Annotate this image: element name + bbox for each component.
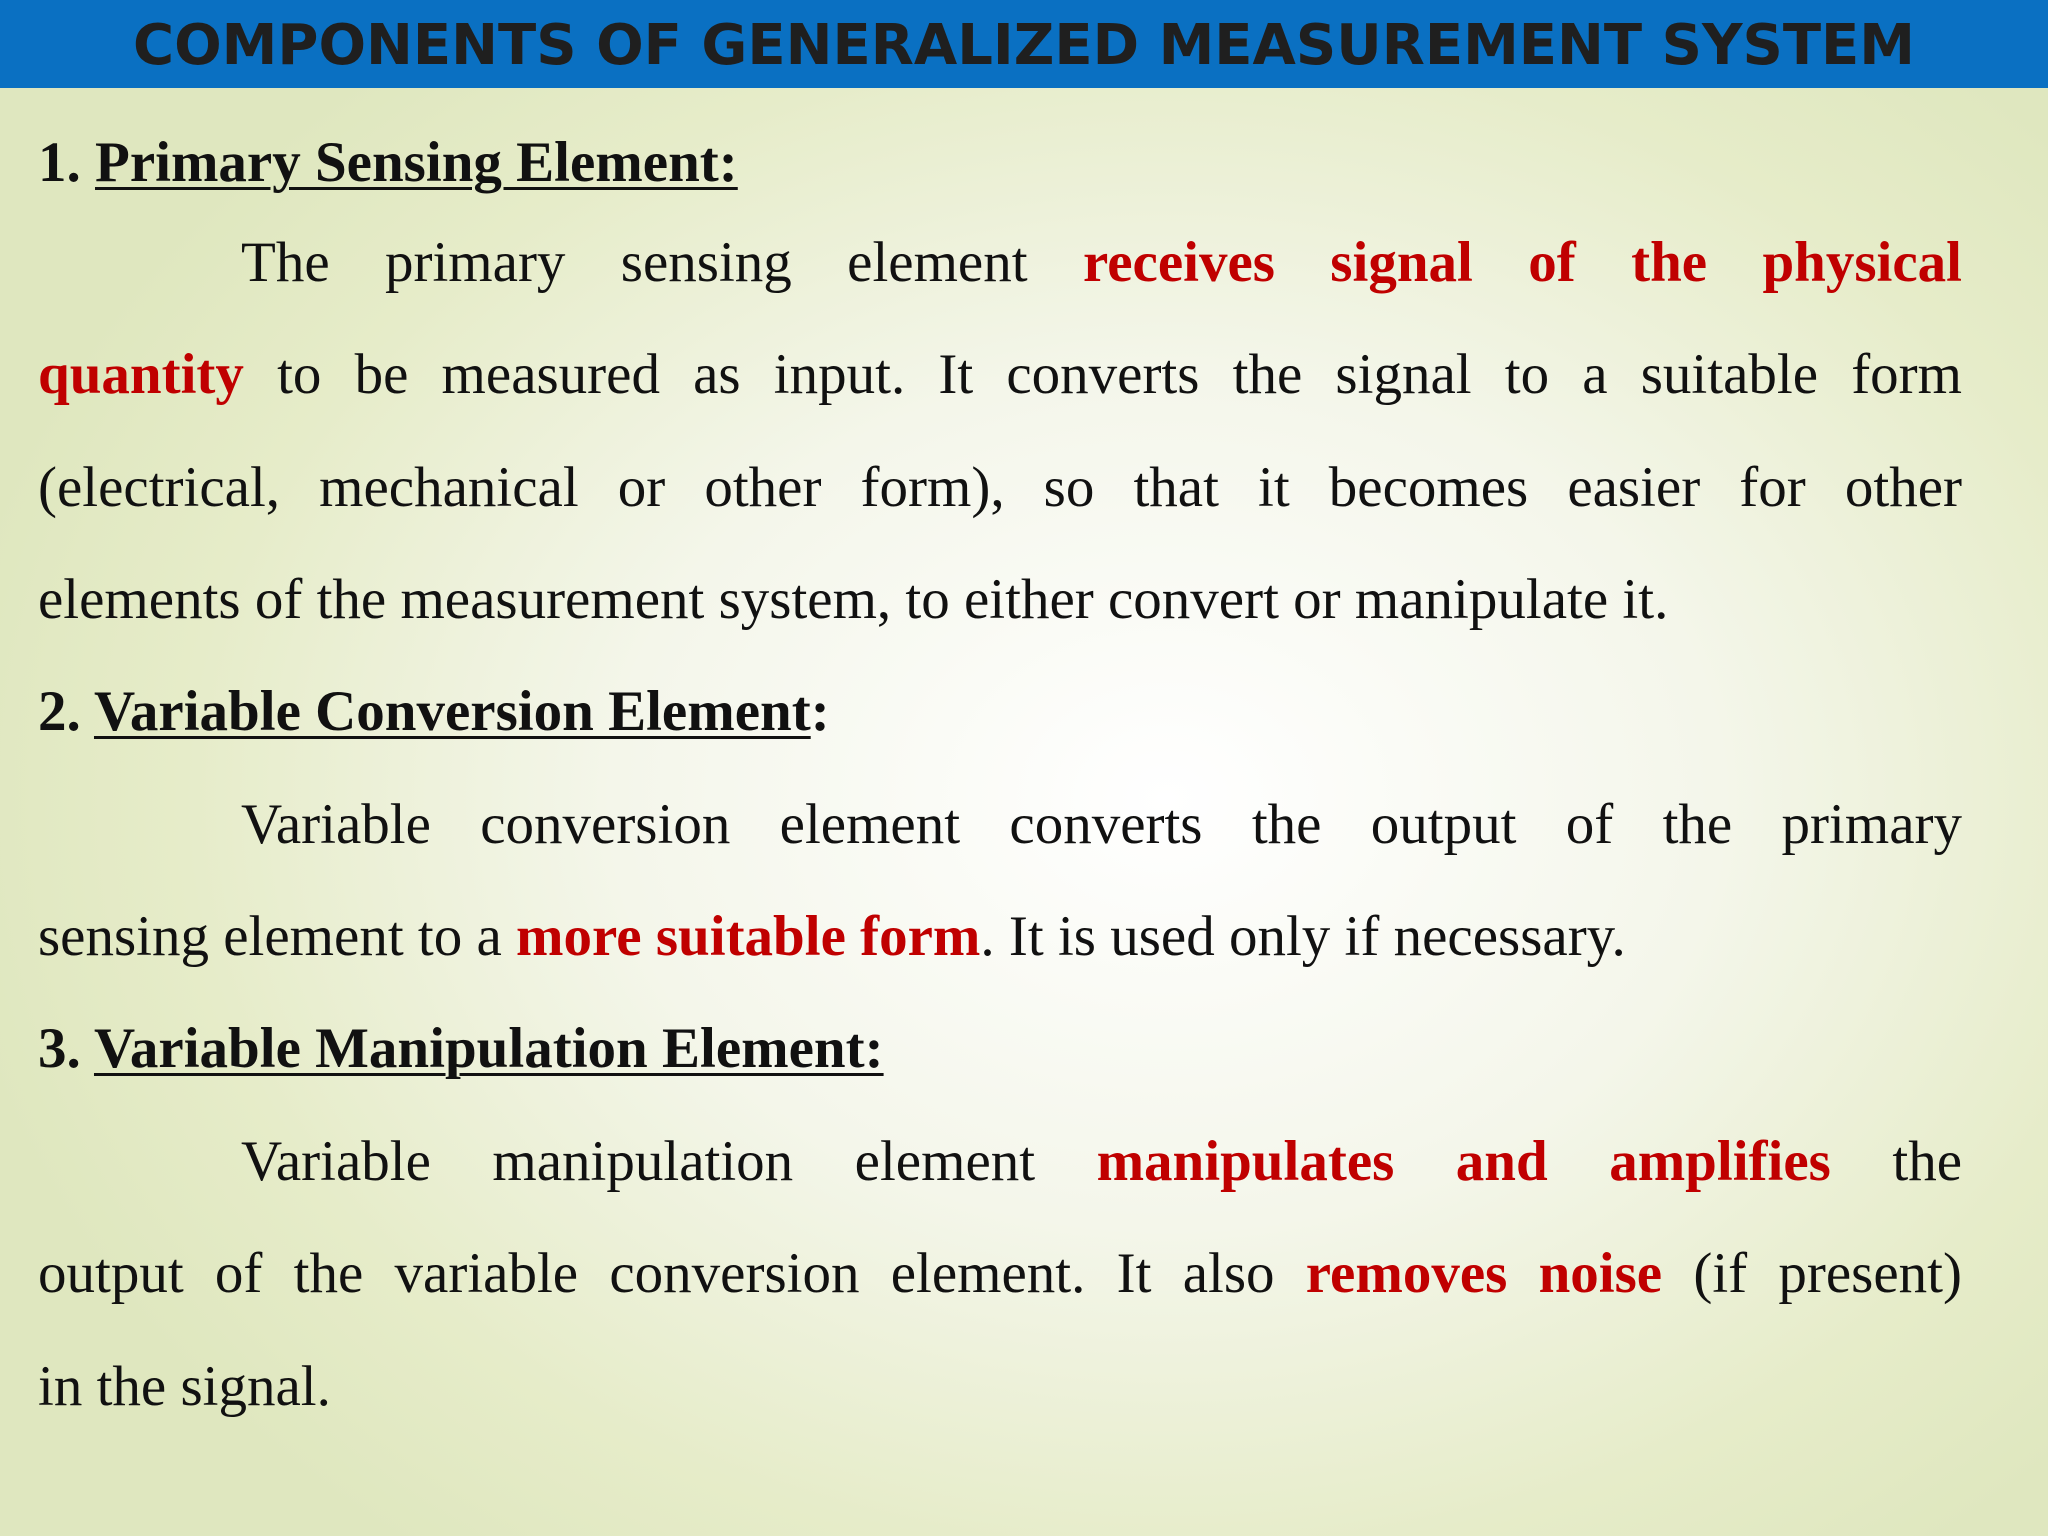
text-run: to be measured as input. It converts the signal to a suitable form xyxy=(243,343,1962,406)
section-2-title: Variable Conversion Element xyxy=(93,680,811,743)
text-run: elements of the measurement system, to either convert or manipulate it. xyxy=(38,568,1669,631)
text-run: Variable conversion element converts the output of the primary xyxy=(241,793,1962,856)
section-3-line-2 xyxy=(38,1239,1962,1309)
text-run: output of the variable conversion element. It also xyxy=(38,1242,1306,1305)
highlight-text: receives signal of the physical xyxy=(1082,231,1962,294)
section-1-title: Primary Sensing Element: xyxy=(95,131,738,194)
text-run: sensing element to a xyxy=(38,905,517,968)
highlight-text: removes noise xyxy=(1305,1242,1663,1305)
section-2-line-1 xyxy=(241,790,1962,860)
section-3-title: Variable Manipulation Element: xyxy=(93,1017,884,1080)
highlight-text: quantity xyxy=(38,343,244,406)
section-2-number: 2. xyxy=(38,680,94,743)
section-3-heading xyxy=(38,1014,884,1084)
section-2-line-2 xyxy=(38,902,1962,972)
text-run: The primary sensing element xyxy=(241,231,1083,294)
section-3-line-1 xyxy=(241,1127,1962,1197)
text-run: the xyxy=(1830,1130,1962,1193)
section-1-line-4 xyxy=(38,565,1962,635)
section-1-line-1 xyxy=(241,228,1962,298)
section-2-suffix: : xyxy=(810,680,830,743)
section-3-line-3 xyxy=(38,1352,1962,1422)
section-3-number: 3. xyxy=(38,1017,94,1080)
text-run: in the signal. xyxy=(38,1355,331,1418)
section-1-heading xyxy=(38,128,738,198)
text-run: . It is used only if necessary. xyxy=(980,905,1626,968)
text-run: Variable manipulation element xyxy=(241,1130,1097,1193)
section-2-heading xyxy=(38,677,830,747)
section-1-line-2 xyxy=(38,340,1962,410)
section-1-line-3 xyxy=(38,453,1962,523)
text-run: (electrical, mechanical or other form), so that it becomes easier for other xyxy=(38,456,1962,519)
highlight-text: more suitable form xyxy=(516,905,981,968)
text-run: (if present) xyxy=(1662,1242,1962,1305)
section-1-number: 1. xyxy=(38,131,95,194)
highlight-text: manipulates and amplifies xyxy=(1096,1130,1831,1193)
slide-title: COMPONENTS OF GENERALIZED MEASUREMENT SYSTEM xyxy=(132,13,1916,78)
